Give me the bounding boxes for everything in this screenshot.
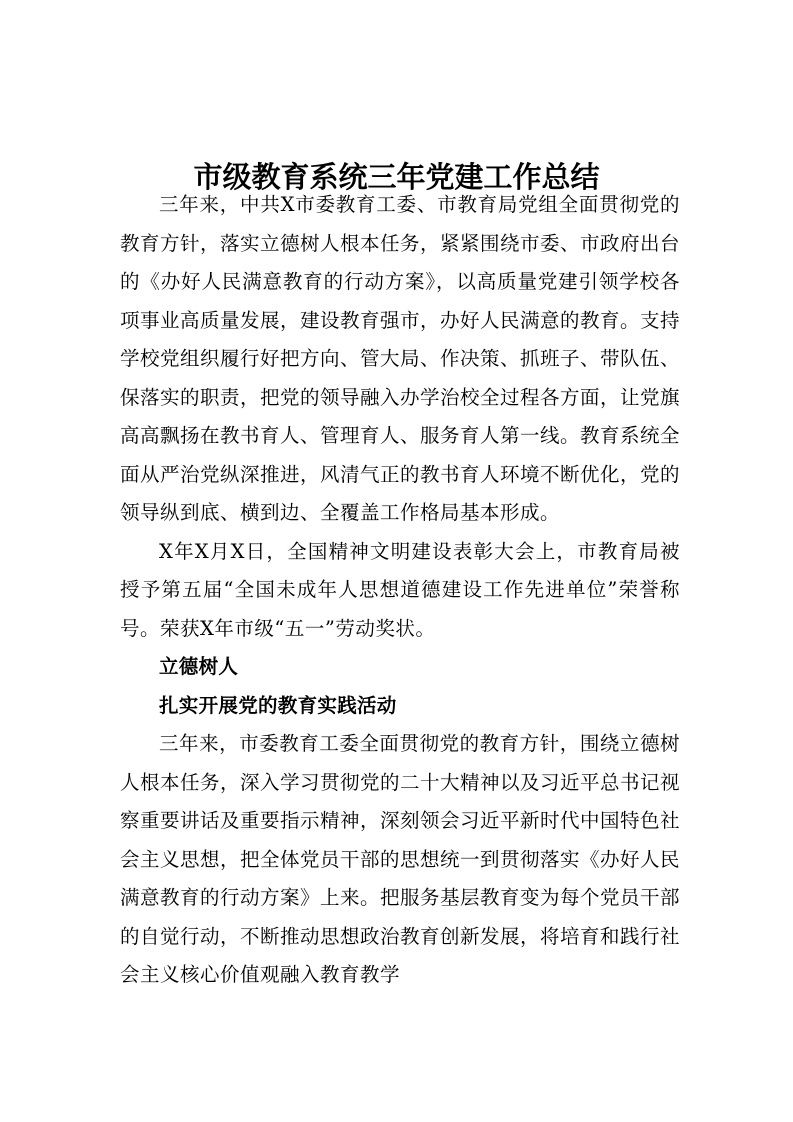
document-body xyxy=(120,186,680,995)
paragraph-honors: X年X月X日，全国精神文明建设表彰大会上，市教育局被授予第五届“全国未成年人思想道德建设工作先进单位”荣誉称号。荣获X年市级“五一”劳动奖状。 xyxy=(120,539,680,640)
paragraph-education-practice: 三年来，市委教育工委全面贯彻党的教育方针，围绕立德树人根本任务，深入学习贯彻党的二十大精神以及习近平总书记视察重要讲话及重要指示精神，深刻领会习近平新时代中国特色社会主义思想，把全体党员干部的思想统一到贯彻落实《办好人民满意教育的行动方案》上来。把服务基层教育变为每个党员干部的自觉行动，不断推动思想政治教育创新发展，将培育和践行社会主义核心价值观融入教育教学 xyxy=(120,732,681,986)
subsection-heading-education-practice: 扎实开展党的教育实践活动 xyxy=(159,693,397,717)
paragraph-intro: 三年来，中共X市委教育工委、市教育局党组全面贯彻党的教育方针，落实立德树人根本任务，紧紧围绕市委、市政府出台的《办好人民满意教育的行动方案》，以高质量党建引领学校各项事业高质量发展，建设教育强市，办好人民满意的教育。支持学校党组织履行好把方向、管大局、作决策、抓班子、带队伍、保落实的职责，把党的领导融入办学治校全过程各方面，让党旗高高飘扬在教书育人、管理育人、服务育人第一线。教育系统全面从严治党纵深推进，风清气正的教书育人环境不断优化，党的领导纵到底、横到边、全覆盖工作格局基本形成。 xyxy=(120,193,681,524)
section-heading-lide-shuren: 立德树人 xyxy=(159,655,239,678)
document-title: 市级教育系统三年党建工作总结 xyxy=(193,160,600,195)
